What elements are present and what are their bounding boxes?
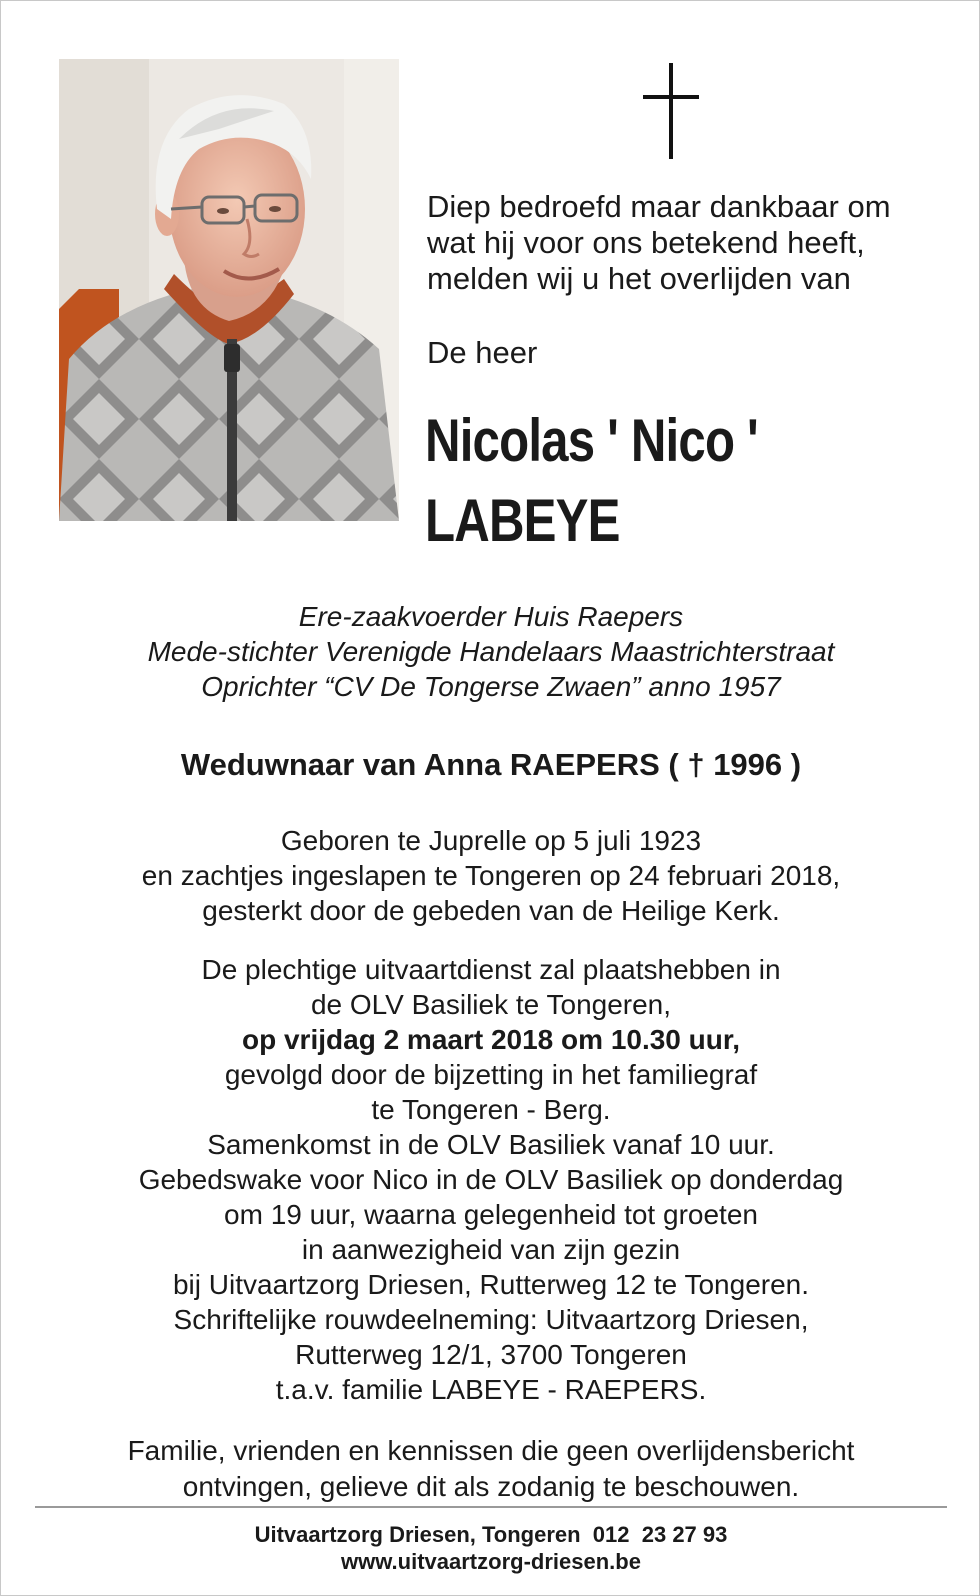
service-line: Samenkomst in de OLV Basiliek vanaf 10 uur. — [207, 1129, 775, 1160]
service-line: Rutterweg 12/1, 3700 Tongeren — [295, 1339, 687, 1370]
service-line: de OLV Basiliek te Tongeren, — [310, 989, 672, 1020]
deceased-name — [425, 401, 868, 561]
family-line: ontvingen, gelieve dit als zodanig te beschouwen. — [182, 1471, 800, 1502]
footer-divider — [35, 1506, 947, 1508]
name-last: LABEYE — [425, 487, 620, 554]
role-line: Ere-zaakvoerder Huis Raepers — [298, 601, 684, 632]
service-line: Gebedswake voor Nico in de OLV Basiliek op donderdag — [138, 1164, 844, 1195]
footer-website-link[interactable]: www.uitvaartzorg-driesen.be — [341, 1549, 641, 1574]
service-line: Schriftelijke rouwdeelneming: Uitvaartzorg Driesen, — [173, 1304, 809, 1335]
service-line: De plechtige uitvaartdienst zal plaatshebben in — [201, 954, 781, 985]
honorific: De heer — [427, 335, 538, 370]
birth-block — [1, 823, 980, 928]
name-first: Nicolas ' Nico ' — [425, 407, 758, 474]
service-line: te Tongeren - Berg. — [371, 1094, 611, 1125]
birth-line: gesterkt door de gebeden van de Heilige Kerk. — [202, 895, 780, 926]
service-line: in aanwezigheid van zijn gezin — [301, 1234, 681, 1265]
widow-line: Weduwnaar van Anna RAEPERS ( † 1996 ) — [180, 747, 802, 782]
footer-company: Uitvaartzorg Driesen, Tongeren 012 23 27 93 — [254, 1522, 728, 1547]
roles-block — [1, 599, 980, 704]
birth-line: Geboren te Juprelle op 5 juli 1923 — [280, 825, 702, 856]
service-line: om 19 uur, waarna gelegenheid tot groeten — [224, 1199, 758, 1230]
service-line: t.a.v. familie LABEYE - RAEPERS. — [275, 1374, 707, 1405]
role-line: Oprichter “CV De Tongerse Zwaen” anno 1957 — [201, 671, 781, 702]
service-line: bij Uitvaartzorg Driesen, Rutterweg 12 te Tongeren. — [172, 1269, 810, 1300]
intro-line: melden wij u het overlijden van — [427, 261, 851, 296]
footer — [1, 1521, 980, 1575]
intro-line: wat hij voor ons betekend heeft, — [427, 225, 865, 260]
portrait-photo — [59, 59, 399, 521]
service-block — [1, 952, 980, 1407]
portrait-illustration — [59, 59, 399, 521]
family-note — [1, 1433, 980, 1505]
service-line: gevolgd door de bijzetting in het familiegraf — [224, 1059, 758, 1090]
role-line: Mede-stichter Verenigde Handelaars Maastrichterstraat — [147, 636, 835, 667]
intro-line: Diep bedroefd maar dankbaar om — [427, 189, 891, 224]
intro-text — [427, 189, 947, 297]
service-date: op vrijdag 2 maart 2018 om 10.30 uur, — [242, 1024, 740, 1055]
cross-icon — [641, 61, 701, 161]
family-line: Familie, vrienden en kennissen die geen overlijdensbericht — [127, 1435, 855, 1466]
birth-line: en zachtjes ingeslapen te Tongeren op 24 februari 2018, — [141, 860, 841, 891]
